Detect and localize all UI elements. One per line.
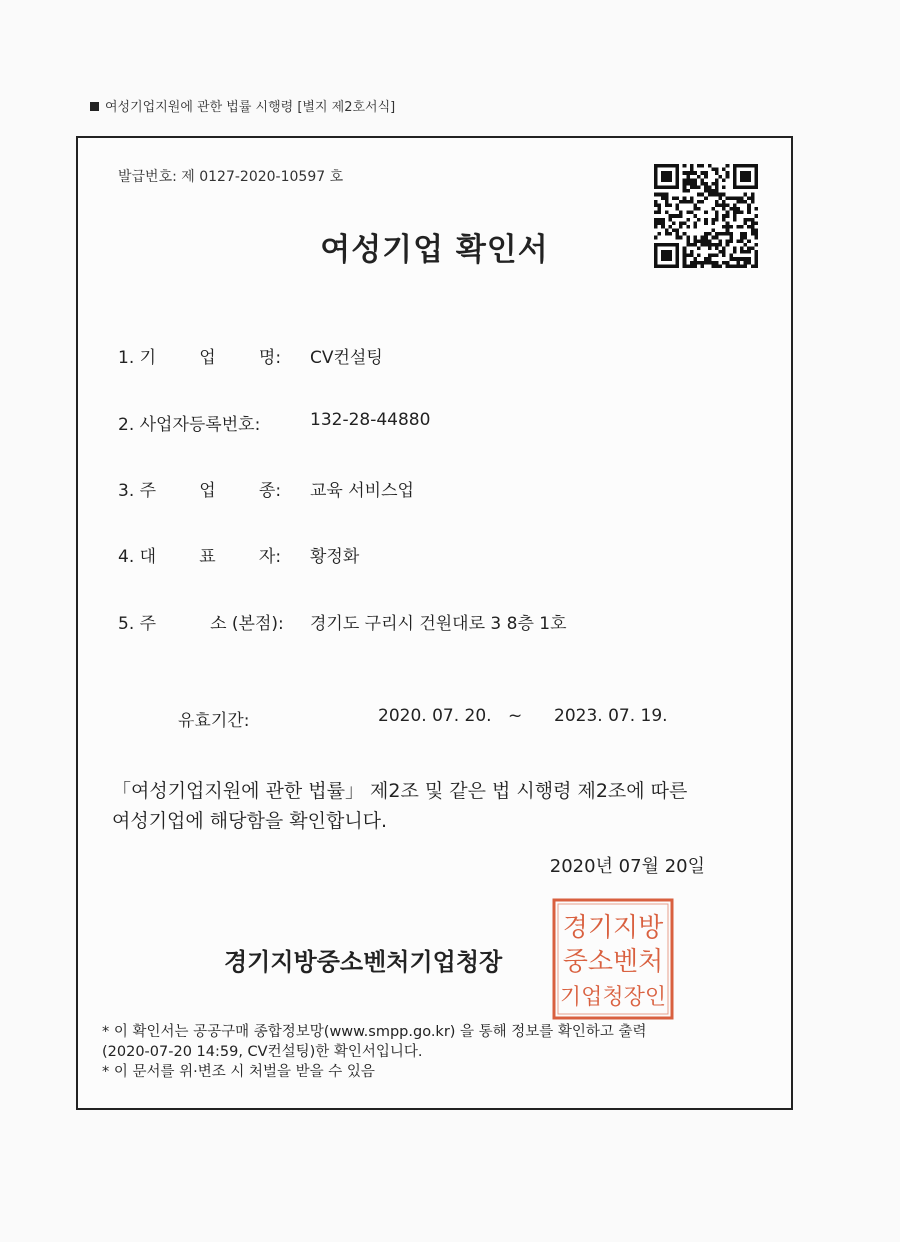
field-label: 5. 주 소 (본점): <box>118 614 284 634</box>
field-label: 3. 주 업 종: <box>118 481 282 501</box>
note-line: * 이 확인서는 공공구매 종합정보망(www.smpp.go.kr) 을 통해 정보를 확인하고 출력 <box>102 1024 647 1040</box>
form-label: 여성기업지원에 관한 법률 시행령 [별지 제2호서식] <box>90 96 395 115</box>
footer-notes <box>102 1022 782 1082</box>
field-label: 4. 대 표 자: <box>118 547 282 567</box>
seal-line-1: 경기지방 <box>562 913 664 943</box>
seal-line-2: 중소벤처 <box>562 947 664 977</box>
field-label: 1. 기 업 명: <box>118 348 282 368</box>
statement-line: 여성기업에 해당함을 확인합니다. <box>112 810 388 832</box>
field-value: 황정화 <box>310 547 360 567</box>
field-value: 132-28-44880 <box>310 410 431 430</box>
seal-line-3: 기업청장인 <box>559 985 667 1010</box>
certificate-frame <box>76 136 793 1110</box>
field-label: 2. 사업자등록번호: <box>118 415 261 435</box>
field-value: 교육 서비스업 <box>310 481 414 501</box>
validity-tilde: ~ <box>508 706 523 726</box>
field-value: 경기도 구리시 건원대로 3 8층 1호 <box>310 614 567 634</box>
square-bullet-icon <box>90 102 99 111</box>
field-value: CV컨설팅 <box>310 348 383 368</box>
validity-label: 유효기간: <box>178 711 250 731</box>
issue-date: 2020년 07월 20일 <box>549 856 705 877</box>
note-line: (2020-07-20 14:59, CV컨설팅)한 확인서입니다. <box>102 1044 423 1060</box>
validity-end: 2023. 07. 19. <box>554 706 668 726</box>
issuing-authority: 경기지방중소벤처기업청장 <box>224 948 503 976</box>
document-title: 여성기업 확인서 <box>320 232 549 268</box>
note-line: * 이 문서를 위·변조 시 처벌을 받을 수 있음 <box>102 1064 375 1080</box>
issue-number: 발급번호: 제 0127-2020-10597 호 <box>118 169 344 185</box>
confirmation-statement <box>112 776 762 836</box>
validity-start: 2020. 07. 20. <box>378 706 492 726</box>
statement-line: 「여성기업지원에 관한 법률」 제2조 및 같은 법 시행령 제2조에 따른 <box>112 780 688 802</box>
official-seal-stamp <box>550 896 676 1022</box>
